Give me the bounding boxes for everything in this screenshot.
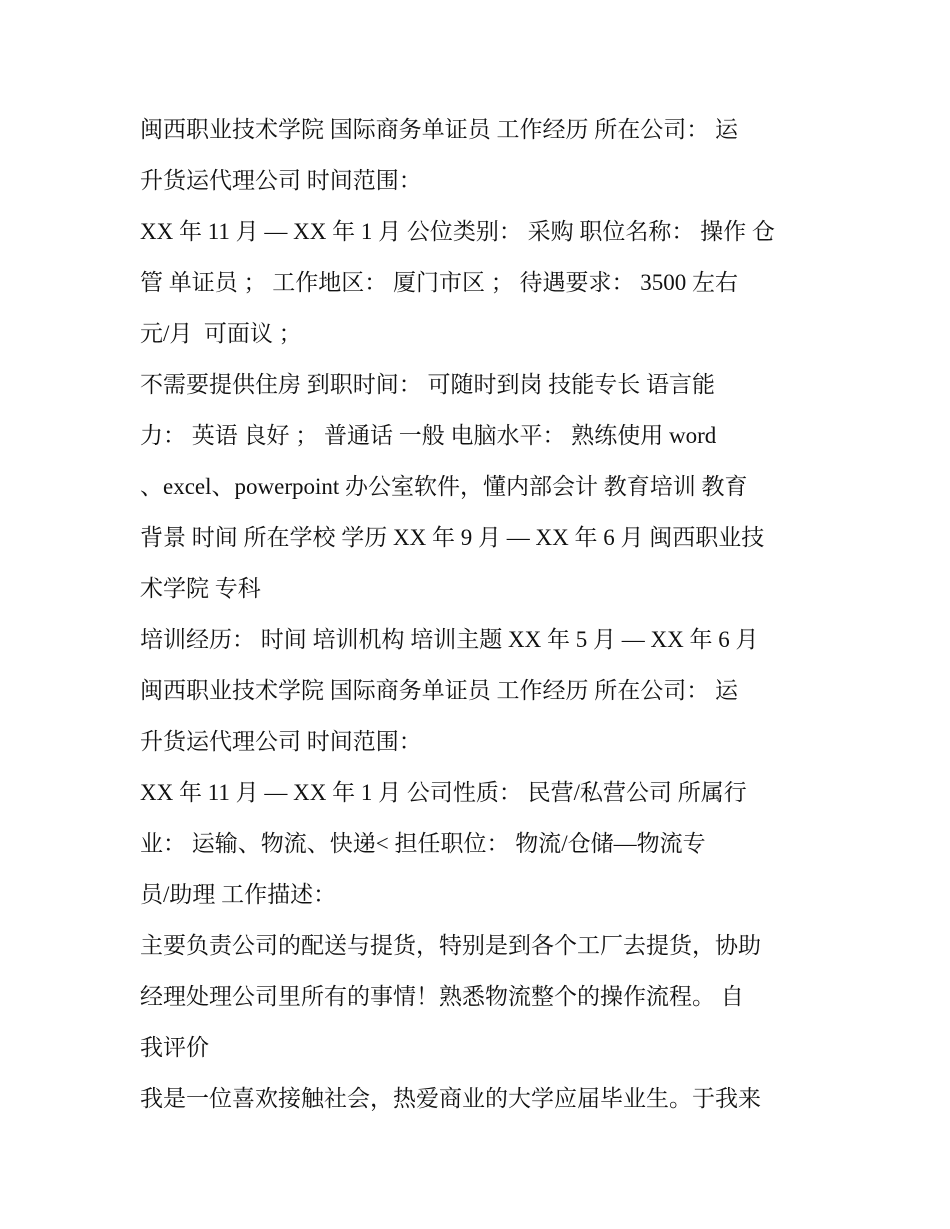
text-line: 术学院 专科 bbox=[140, 576, 261, 601]
text-line: 背景 时间 所在学校 学历 XX 年 9 月 — XX 年 6 月 闽西职业技 bbox=[140, 525, 765, 550]
text-line: 管 单证员 ； 工作地区： 厦门市区 ； 待遇要求： 3500 左右 bbox=[140, 270, 738, 295]
text-line: 主要负责公司的配送与提货，特别是到各个工厂去提货，协助 bbox=[140, 933, 761, 958]
text-line: XX 年 11 月 — XX 年 1 月 公位类别： 采购 职位名称： 操作 仓 bbox=[140, 219, 775, 244]
document-body bbox=[140, 104, 840, 1124]
text-line: 不需要提供住房 到职时间： 可随时到岗 技能专长 语言能 bbox=[140, 372, 715, 397]
text-line: 力： 英语 良好 ； 普通话 一般 电脑水平： 熟练使用 word bbox=[140, 423, 717, 448]
text-line: 闽西职业技术学院 国际商务单证员 工作经历 所在公司： 运 bbox=[140, 678, 738, 703]
text-line: 元/月 可面议 ； bbox=[140, 321, 302, 346]
text-line: XX 年 11 月 — XX 年 1 月 公司性质： 民营/私营公司 所属行 bbox=[140, 780, 747, 805]
text-line: 培训经历： 时间 培训机构 培训主题 XX 年 5 月 — XX 年 6 月 bbox=[140, 627, 759, 652]
text-line: 闽西职业技术学院 国际商务单证员 工作经历 所在公司： 运 bbox=[140, 117, 738, 142]
text-line: 经理处理公司里所有的事情！熟悉物流整个的操作流程。 自 bbox=[140, 984, 744, 1009]
text-line: 业： 运输、物流、快递< 担任职位： 物流/仓储—物流专 bbox=[140, 831, 706, 856]
text-line: 升货运代理公司 时间范围： bbox=[140, 168, 422, 193]
text-line: 我是一位喜欢接触社会，热爱商业的大学应届毕业生。于我来 bbox=[140, 1086, 761, 1111]
text-line: 升货运代理公司 时间范围： bbox=[140, 729, 422, 754]
text-line: 我评价 bbox=[140, 1035, 209, 1060]
text-line: 、excel、powerpoint 办公室软件，懂内部会计 教育培训 教育 bbox=[140, 474, 748, 499]
text-line: 员/助理 工作描述： bbox=[140, 882, 337, 907]
